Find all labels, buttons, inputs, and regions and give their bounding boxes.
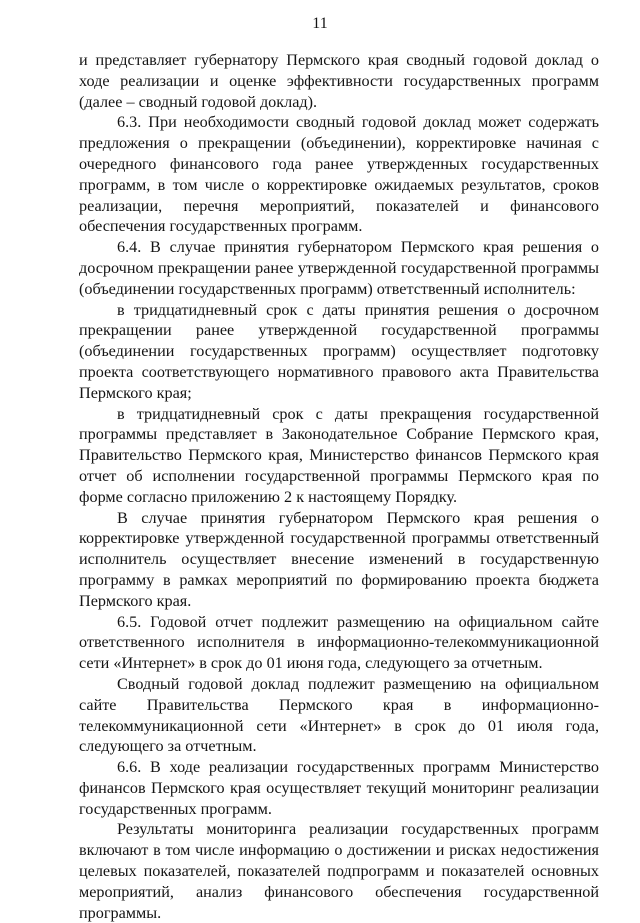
document-body (79, 50, 599, 923)
paragraph-6-4-correction: В случае принятия губернатором Пермского края решения о корректировке утвержденной государственной программы ответственный исполнитель осуществляет внесение изменений в государственную программу в рамках мероприятий по формированию проекта бюджета Пермского края. (79, 508, 599, 610)
paragraph-6-3: 6.3. При необходимости сводный годовой доклад может содержать предложения о прекращении (объединении), корректировке начиная с очередного финансового года ранее утвержденных государственных программ, в том числе о корректировке ожидаемых результатов, сроков реализации, перечня мероприятий, показателей и финансового обеспечения государственных программ. (79, 113, 599, 236)
paragraph-6-4-item-2: в тридцатидневный срок с даты прекращения государственной программы представляет в Законодательное Собрание Пермского края, Правительство Пермского края, Министерство финансов Пермского края отчет об исполнении государственной программы Пермского края по форме согласно приложению 2 к настоящему Порядку. (79, 404, 599, 506)
paragraph-6-6: 6.6. В ходе реализации государственных программ Министерство финансов Пермского края осуществляет текущий мониторинг реализации государственных программ. (79, 758, 599, 818)
paragraph-6-5-summary-report: Сводный годовой доклад подлежит размещению на официальном сайте Правительства Пермского края в информационно-телекоммуникационной сети «Интернет» в срок до 01 июля года, следующего за отчетным. (79, 674, 599, 756)
page-number: 11 (312, 15, 328, 32)
paragraph-6-4-item-1: в тридцатидневный срок с даты принятия решения о досрочном прекращении ранее утвержденной государственной программы (объединении государственных программ) осуществляет подготовку проекта соответствующего нормативного правового акта Правительства Пермского края; (79, 300, 599, 402)
paragraph-6-4: 6.4. В случае принятия губернатором Пермского края решения о досрочном прекращении ранее утвержденной государственной программы (объединении государственных программ) ответственный исполнитель: (79, 238, 599, 298)
paragraph-6-6-monitoring-results: Результаты мониторинга реализации государственных программ включают в том числе информацию о достижении и рисках недостижения целевых показателей, показателей подпрограмм и показателей основных мероприятий, анализ финансового обеспечения государственной программы. (79, 820, 599, 922)
paragraph-continuation: и представляет губернатору Пермского края сводный годовой доклад о ходе реализации и оценке эффективности государственных программ (далее – сводный годовой доклад). (79, 51, 599, 111)
paragraph-6-5: 6.5. Годовой отчет подлежит размещению на официальном сайте ответственного исполнителя в информационно-телекоммуникационной сети «Интернет» в срок до 01 июня года, следующего за отчетным. (79, 612, 599, 673)
